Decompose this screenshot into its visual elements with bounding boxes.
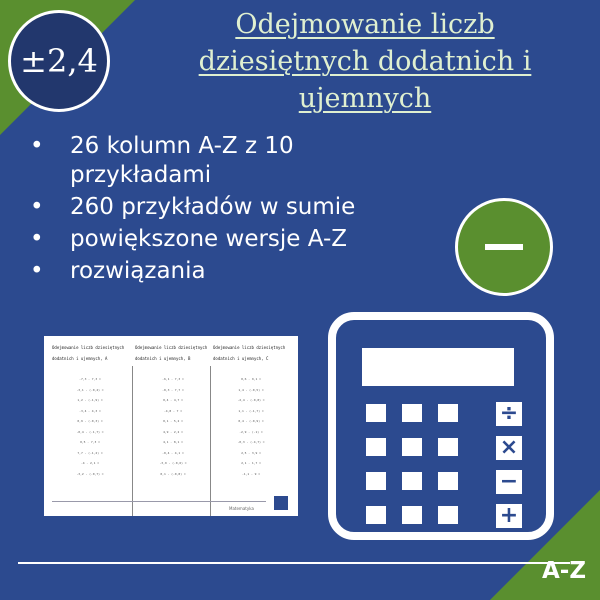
worksheet-divider xyxy=(132,366,133,516)
worksheet-exercise: -4 - 2,1 = xyxy=(80,461,100,465)
plus-icon: + xyxy=(496,504,522,528)
bullet-icon: • xyxy=(30,194,44,220)
worksheet-column xyxy=(52,342,128,479)
worksheet-exercise: 0,1 - 5,2 = xyxy=(163,419,183,423)
calculator-key xyxy=(366,404,386,422)
worksheet-exercise: -0,3 - (-4,7) = xyxy=(237,440,265,444)
worksheet-exercise: -0,3 - 7,7 = xyxy=(162,387,184,392)
worksheet-exercise: -2,9 - (-1) = xyxy=(239,429,263,434)
bottom-rule xyxy=(18,562,570,564)
worksheet-exercise: 1,2 - (-1,9) = xyxy=(77,398,103,402)
calculator-key xyxy=(402,404,422,422)
worksheet-exercise: -3,4 - 4,3 = xyxy=(79,408,101,413)
worksheet-exercise: 0,6 - 9,1 = xyxy=(241,377,261,381)
worksheet-exercise: -2,4 - (-0,8) = xyxy=(237,398,265,402)
minus-bar xyxy=(485,244,523,250)
worksheet-exercise: -4,8 - 7 = xyxy=(163,408,183,413)
worksheet-exercise: 0,9 - (-0,3) = xyxy=(77,419,103,423)
worksheet-exercise: 2,5 - 3,9 = xyxy=(241,450,261,455)
bullet-icon: • xyxy=(30,226,44,252)
worksheet-exercise: -0,4 - (-1,7) = xyxy=(76,429,104,434)
worksheet-divider xyxy=(210,366,211,516)
feature-item xyxy=(30,132,360,190)
worksheet-exercise: 0,4 - 4,7 = xyxy=(163,398,183,402)
feature-item xyxy=(30,225,360,254)
worksheet-exercise: 4,1 - 8,1 = xyxy=(163,440,183,444)
worksheet-column xyxy=(135,342,211,479)
page-title: Odejmowanie liczb dziesiętnych dodatnich i ujemnych xyxy=(198,9,532,114)
calculator-key xyxy=(402,438,422,456)
corner-label: A-Z xyxy=(541,558,586,584)
minus-key-icon: − xyxy=(496,470,522,494)
calculator-screen xyxy=(362,348,514,386)
calculator-logo-icon xyxy=(274,496,288,510)
calculator-key xyxy=(438,506,458,524)
feature-list xyxy=(30,132,360,289)
divide-icon: ÷ xyxy=(496,402,522,426)
calculator-key xyxy=(438,438,458,456)
worksheet-column-heading: Odejmowanie liczb dziesiętnych dodatnich i ujemnych, B xyxy=(135,345,208,361)
feature-item xyxy=(30,257,360,286)
feature-text: 26 kolumn A-Z z 10 przykładami xyxy=(70,133,294,188)
worksheet-footer: Matematyka xyxy=(229,506,254,511)
worksheet-exercise: -1,1 - 9 = xyxy=(241,471,261,476)
worksheet-exercise: -0,4 - 4,1 = xyxy=(162,450,184,455)
worksheet-exercise: -7,3 - 7,3 = xyxy=(79,377,101,381)
worksheet-exercise: -3,9 - (-0,6) = xyxy=(159,461,187,465)
calculator-key xyxy=(438,472,458,490)
worksheet-exercise: 0,5 - 7,3 = xyxy=(80,440,100,444)
feature-text: powiększone wersje A-Z xyxy=(70,226,348,252)
feature-text: 260 przykładów w sumie xyxy=(70,194,356,220)
calculator-key xyxy=(402,472,422,490)
worksheet-exercise: 2,1 - 1,7 = xyxy=(241,461,261,465)
worksheet-column xyxy=(213,342,289,479)
worksheet-footer-line xyxy=(52,501,266,502)
worksheet-exercise: 7,7 - (-1,2) = xyxy=(77,450,103,455)
calculator-key xyxy=(366,506,386,524)
worksheet-exercise: 1,4 - (-0,5) = xyxy=(238,387,264,392)
calculator-key xyxy=(438,404,458,422)
plus-minus-badge: ±2,4 xyxy=(8,10,110,112)
worksheet-exercise: -6,1 - 7,3 = xyxy=(162,377,184,381)
calculator-icon xyxy=(328,312,554,540)
worksheet-exercise: 1,1 - (-1,7) = xyxy=(238,408,264,413)
worksheet-exercise: -3,1 - (-0,4) = xyxy=(76,387,104,392)
worksheet-preview xyxy=(44,336,298,516)
worksheet-exercise: 0,1 - (-0,8) = xyxy=(160,471,186,476)
bullet-icon: • xyxy=(30,133,44,159)
feature-item xyxy=(30,193,360,222)
worksheet-column-heading: Odejmowanie liczb dziesiętnych dodatnich i ujemnych, C xyxy=(213,345,286,361)
worksheet-exercise: -3,2 - (-0,7) = xyxy=(76,471,104,476)
calculator-key xyxy=(402,506,422,524)
minus-icon xyxy=(455,198,553,296)
worksheet-column-heading: Odejmowanie liczb dziesiętnych dodatnich i ujemnych, A xyxy=(52,345,125,361)
calculator-key xyxy=(366,472,386,490)
worksheet-exercise: 0,4 - (-0,9) = xyxy=(238,419,264,423)
feature-text: rozwiązania xyxy=(70,258,206,284)
bullet-icon: • xyxy=(30,258,44,284)
multiply-icon: × xyxy=(496,436,522,460)
worksheet-exercise: 4,9 - 2,2 = xyxy=(163,429,183,434)
calculator-key xyxy=(366,438,386,456)
